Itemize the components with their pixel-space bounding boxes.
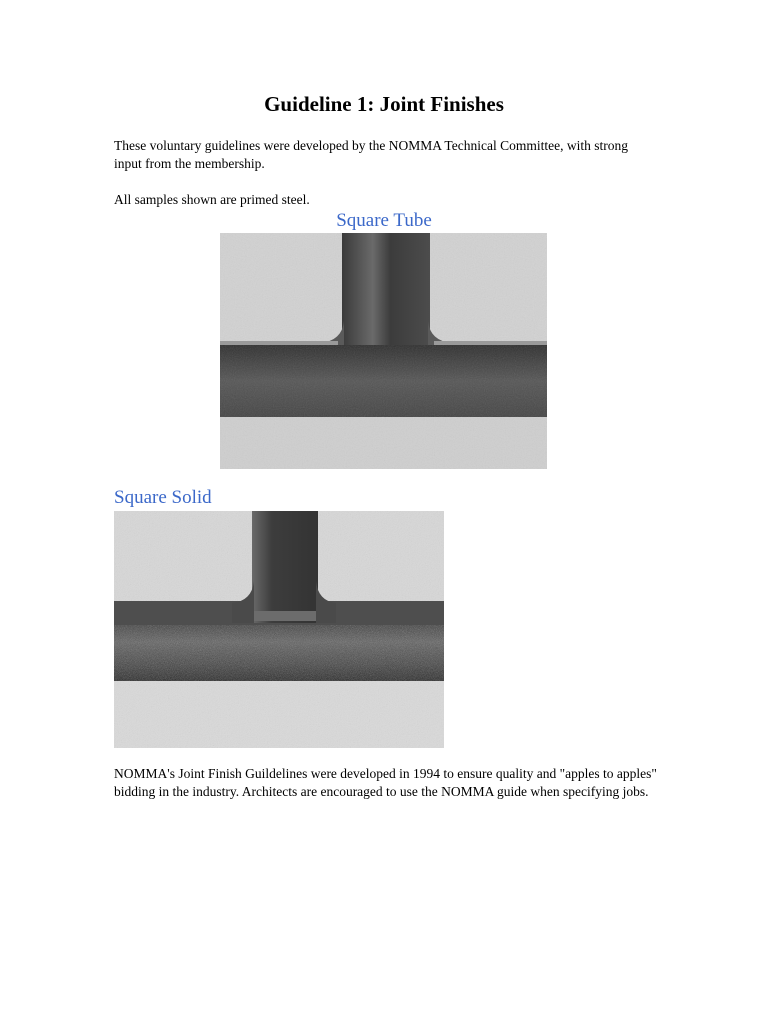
square-solid-joint-photo [114, 511, 444, 748]
intro-paragraph: These voluntary guidelines were developed by the NOMMA Technical Committee, with strong input from the membership. [114, 138, 628, 171]
page-title: Guideline 1: Joint Finishes [264, 92, 504, 116]
square-solid-heading: Square Solid [114, 487, 212, 508]
square-tube-heading: Square Tube [336, 210, 432, 231]
square-tube-joint-photo [220, 233, 547, 469]
closing-paragraph: NOMMA's Joint Finish Guildelines were developed in 1994 to ensure quality and "apples to apples" bidding in the industry. Architects are encouraged to use the NOMMA guide when specifying jobs. [114, 766, 657, 799]
samples-note: All samples shown are primed steel. [114, 192, 310, 207]
